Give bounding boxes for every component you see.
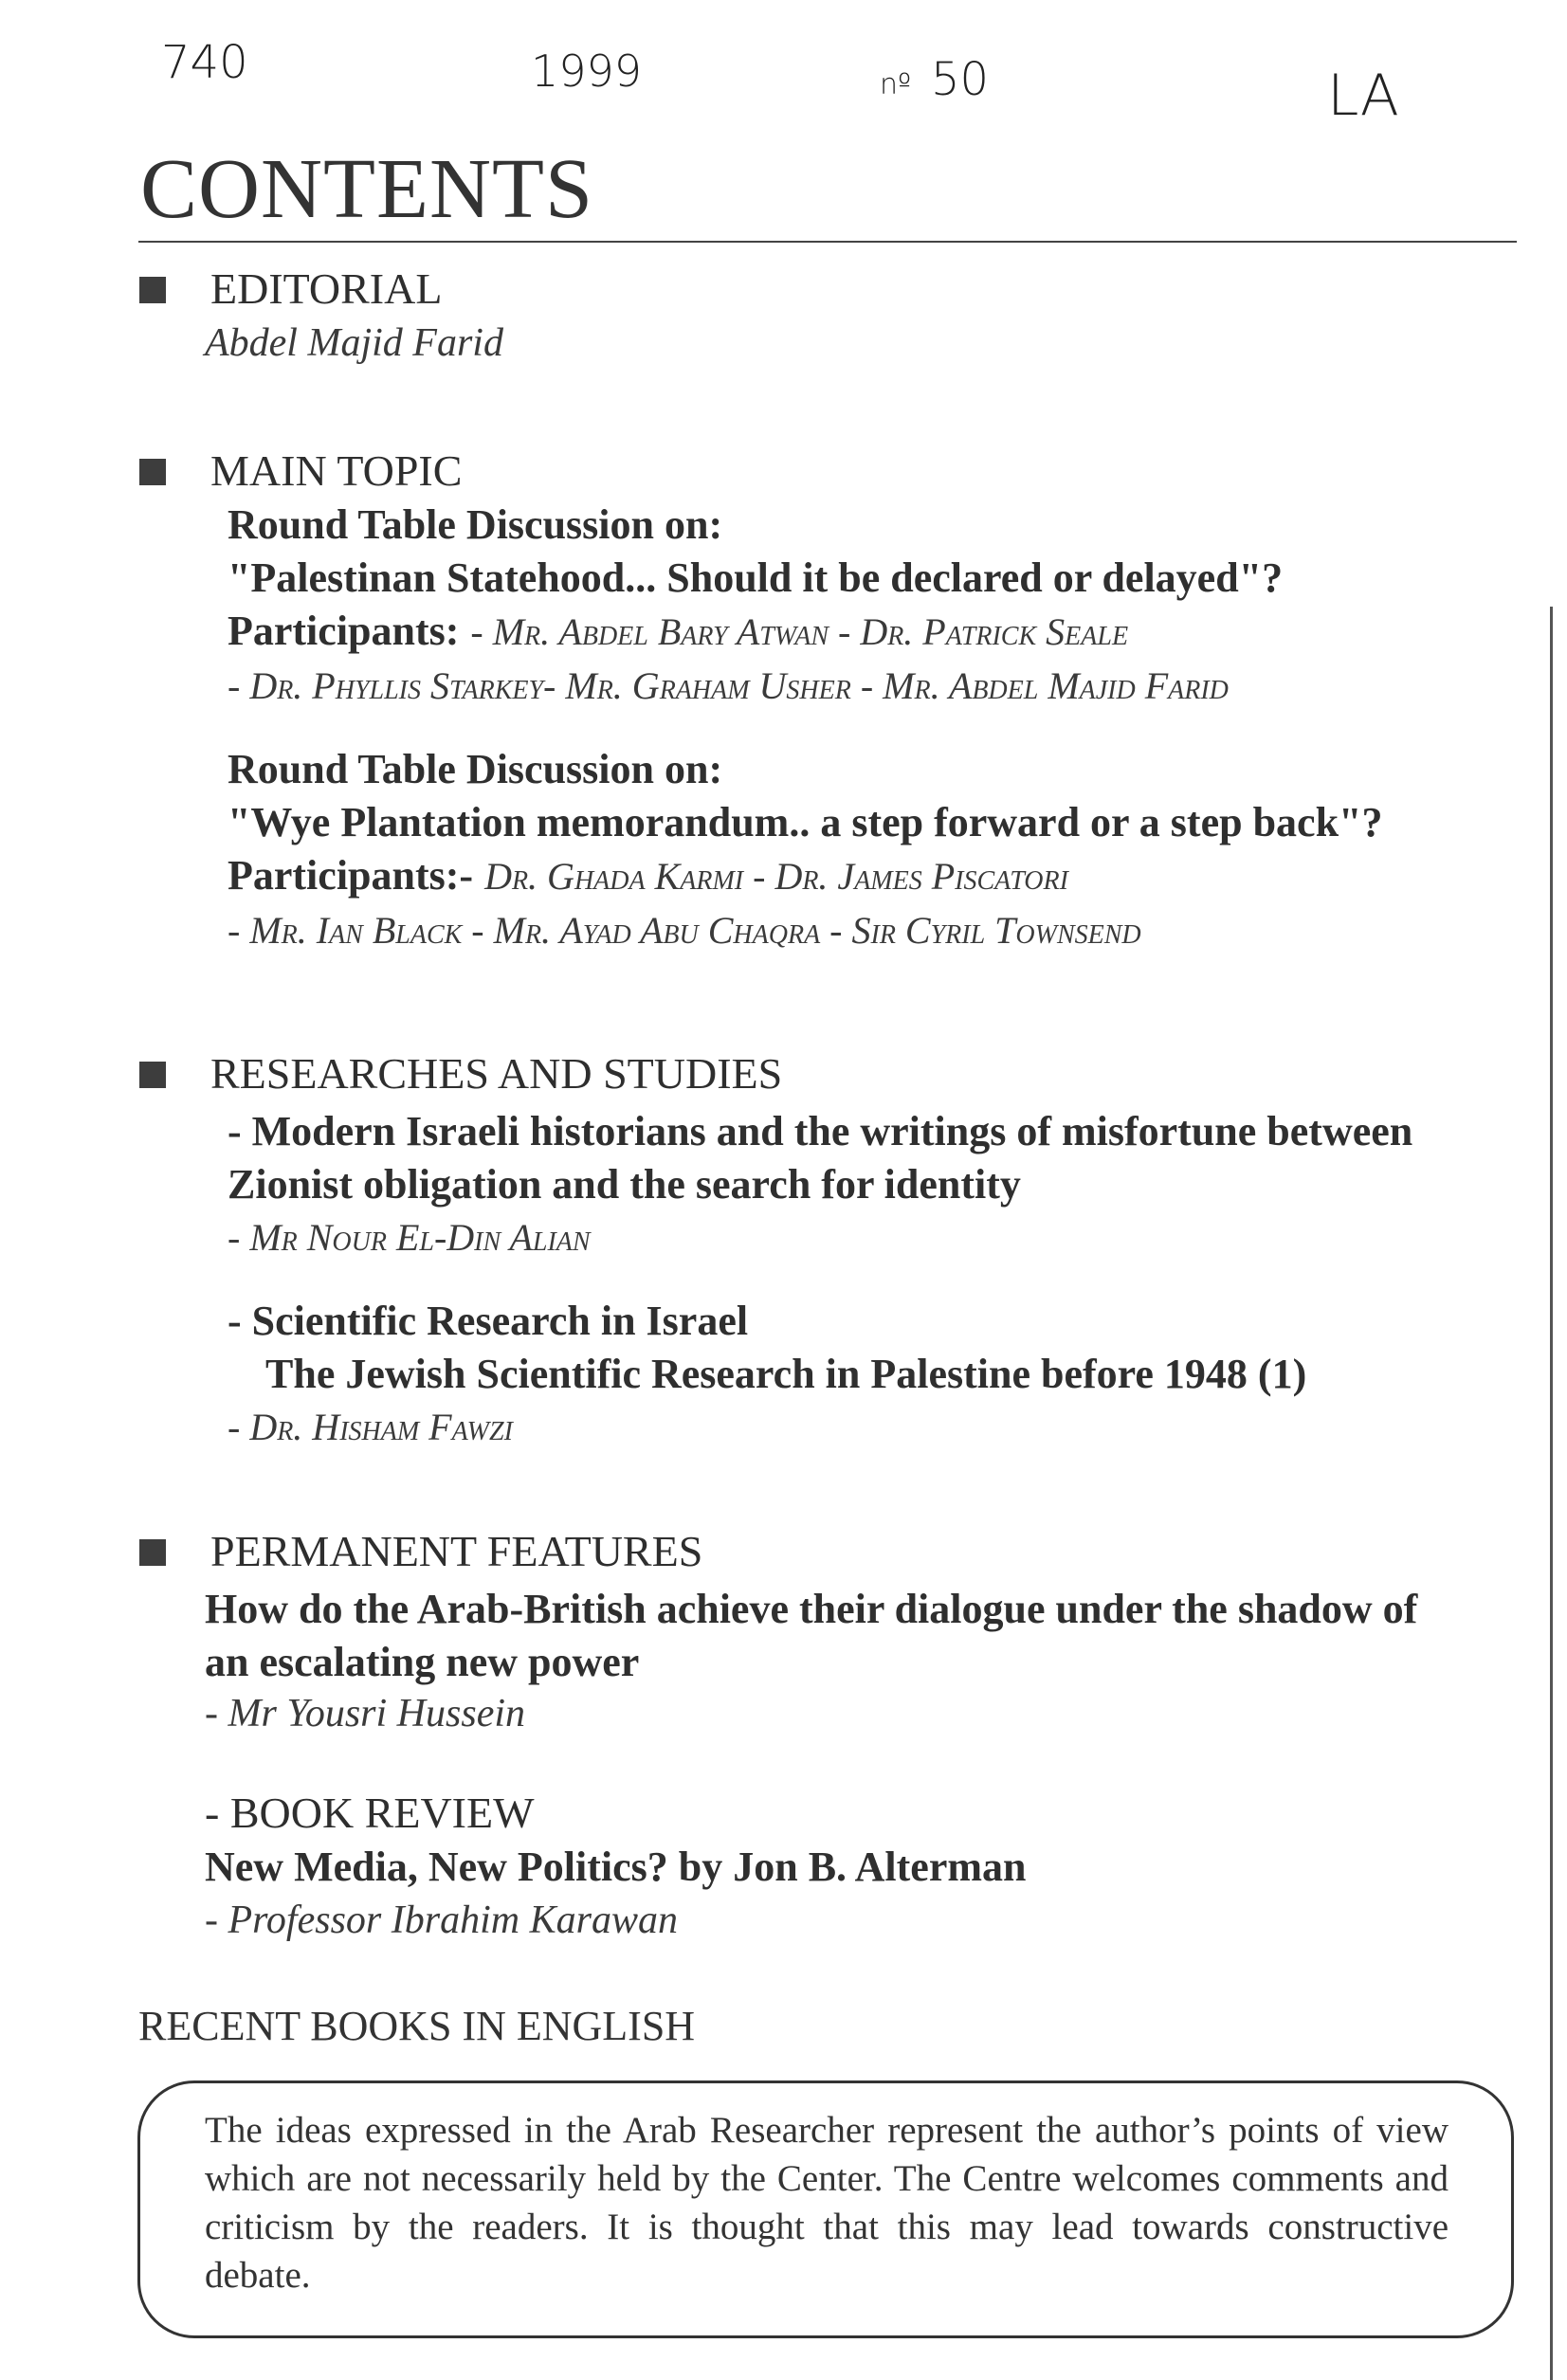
section-bullet xyxy=(139,1062,166,1088)
participants-line xyxy=(228,607,1128,655)
researches-heading: RESEARCHES AND STUDIES xyxy=(210,1049,783,1098)
editorial-heading: EDITORIAL xyxy=(210,264,443,313)
research-author: - Mr Nour El-Din Alian xyxy=(228,1216,591,1259)
discussion-subject: "Wye Plantation memorandum.. a step forward or a step back"? xyxy=(228,799,1383,845)
participants-names: Dr. Ghada Karmi - Dr. James Piscatori xyxy=(484,855,1068,898)
participants-label: Participants: xyxy=(228,608,460,654)
research-title: - Scientific Research in Israel xyxy=(228,1298,749,1344)
disclaimer-text: The ideas expressed in the Arab Researcher represent the author’s points of view which are not necessarily held by the Center. The Centre welcomes comments and criticism by the readers. It is thought that this may lead towards constructive debate. xyxy=(205,2110,1449,2296)
participants-label: Participants:- xyxy=(228,852,474,899)
research-title: The Jewish Scientific Research in Palestine before 1948 (1) xyxy=(265,1351,1307,1397)
feature-author: - Mr Yousri Hussein xyxy=(205,1692,526,1735)
handwritten-issue-number: 50 xyxy=(931,53,990,106)
section-bullet xyxy=(139,277,166,303)
editorial-author: Abdel Majid Farid xyxy=(205,321,503,365)
book-review-title: New Media, New Politics? by Jon B. Alterman xyxy=(205,1844,1027,1890)
handwritten-issue-label: nº xyxy=(880,68,912,101)
book-review-author: - Professor Ibrahim Karawan xyxy=(205,1899,678,1942)
discussion-subject: "Palestinan Statehood... Should it be declared or delayed"? xyxy=(228,554,1284,601)
handwritten-number: 740 xyxy=(161,36,248,89)
participants-names: - Mr. Ian Black - Mr. Ayad Abu Chaqra - Sir Cyril Townsend xyxy=(228,909,1141,952)
handwritten-initials: LA xyxy=(1327,63,1399,129)
discussion-intro: Round Table Discussion on: xyxy=(228,501,723,548)
handwritten-year: 1999 xyxy=(531,45,643,97)
title-divider xyxy=(138,241,1517,243)
page-title: CONTENTS xyxy=(140,142,593,236)
participants-line xyxy=(228,851,1068,899)
discussion-intro: Round Table Discussion on: xyxy=(228,746,723,792)
research-title: Zionist obligation and the search for identity xyxy=(228,1161,1021,1208)
feature-title: an escalating new power xyxy=(205,1639,640,1685)
section-bullet xyxy=(139,1539,166,1566)
section-bullet xyxy=(139,459,166,485)
participants-names: - Dr. Phyllis Starkey- Mr. Graham Usher - Mr. Abdel Majid Farid xyxy=(228,664,1229,707)
research-author: - Dr. Hisham Fawzi xyxy=(228,1406,513,1448)
feature-title: How do the Arab-British achieve their dialogue under the shadow of xyxy=(205,1586,1418,1632)
main-topic-heading: MAIN TOPIC xyxy=(210,446,463,495)
permanent-heading: PERMANENT FEATURES xyxy=(210,1527,703,1575)
book-review-heading: - BOOK REVIEW xyxy=(205,1789,535,1837)
participants-names: - Mr. Abdel Bary Atwan - Dr. Patrick Seale xyxy=(470,610,1129,653)
scan-edge xyxy=(1550,607,1553,2380)
recent-books-heading: RECENT BOOKS IN ENGLISH xyxy=(138,2003,696,2049)
research-title: - Modern Israeli historians and the writings of misfortune between xyxy=(228,1108,1413,1154)
